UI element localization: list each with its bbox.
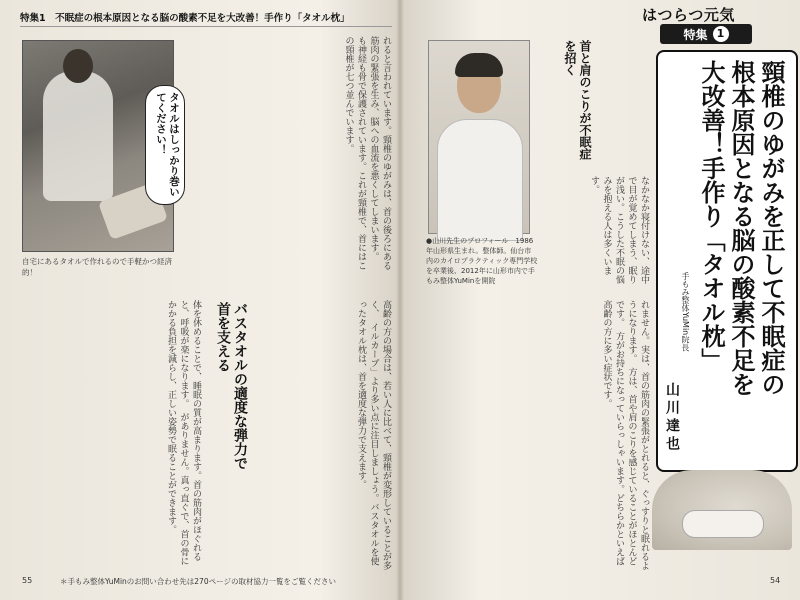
title-line-2: 根本原因となる脳の酸素不足を <box>727 60 755 396</box>
body-text-upper-right <box>178 36 392 270</box>
body-col: なかなか寝付けない、途中で目が覚めてしまう、眠りが浅い。こうした不眠の悩みを抱える人は多くいます。 <box>589 176 649 284</box>
sub-heading: 首と肩のこりが不眠症を招く <box>563 40 592 160</box>
tokushu-label: 特集 <box>683 27 708 42</box>
author-portrait <box>428 40 530 234</box>
title-line-1: 頸椎のゆがみを正して不眠症の <box>757 60 785 396</box>
hair <box>455 53 503 77</box>
article-title-box <box>656 50 798 472</box>
body-col: も神経も骨で保護されています。これが頸椎で、首にはこの頸椎が七つ並んでいます。 <box>343 36 366 270</box>
body-text-lower-left <box>22 300 202 570</box>
pull-quote: バスタオルの適度な弾力で首を支える <box>215 302 248 470</box>
author-name: 山川達也 <box>664 382 680 454</box>
body-text-lower-right <box>252 300 392 570</box>
pillow-photo <box>652 470 792 550</box>
title-line-3: 大改善！手作り「タオル枕」 <box>697 60 725 372</box>
running-header: 特集1 不眠症の根本原因となる脳の酸素不足を大改善！手作り「タオル枕」 <box>20 10 392 27</box>
body-col: れません。実は、首の筋肉の緊張がとれると、ぐっすりと眠れるようになります。 <box>626 300 649 570</box>
page-number: 55 <box>22 576 33 585</box>
body-col: 高齢の方の場合は、若い人に比べて、頸椎が変形していることが多く、 <box>368 300 391 570</box>
body-col: 方は、首や肩のこりを感じていることがほとんどです。 <box>614 300 637 566</box>
tokushu-number-icon: 1 <box>713 26 729 42</box>
left-page <box>0 0 398 600</box>
body-col: イルカーブ」より多い点に注目しましょう。バスタオルを使ったタオル枕は、首を適度な弾力で支えます。 <box>356 300 379 566</box>
towel-pillow-roll <box>682 510 764 538</box>
footer-note: ＊手もみ整体YuMinのお問い合わせ先は270ページの取材協力一覧をご覧ください <box>60 577 336 586</box>
photo-caption: 自宅にあるタオルで作れるので手軽かつ経済的！ <box>22 257 172 277</box>
body-col: 体を休めることで、睡眠の質が高まります。首の筋肉がほぐれると、呼吸が楽になります。 <box>178 300 201 561</box>
body-text-top <box>534 176 650 286</box>
towel-demo-photo <box>22 40 180 252</box>
body-text-lower <box>422 300 650 570</box>
person-figure <box>43 71 113 201</box>
author-profile-caption: ●山川先生のプロフィール 1986年山形県生まれ。整体師。仙台市内のカイロプラクティック専門学校を卒業後、2012年に山形市内で手もみ整体YuMinを開院 <box>426 237 538 285</box>
author-byline: 手もみ整体YuMin院長 <box>681 272 690 352</box>
page-number: 54 <box>770 576 781 585</box>
section-brand: はつらつ元気 <box>642 6 735 24</box>
right-page <box>402 0 800 600</box>
person-head <box>63 49 93 83</box>
body-col: 方がお持ちになっていらっしゃいます。どちらかといえば高齢の方に多い症状です。 <box>601 300 624 566</box>
tokushu-badge <box>660 24 752 44</box>
photo-speech-bubble: タオルはしっかり巻いてください！ <box>145 85 185 205</box>
body-col: れると言われています。頸椎のゆがみは、首の後ろにある筋肉の緊張を生み、脳への血流を悪くしてしまいます。 <box>368 36 391 270</box>
white-coat <box>437 119 523 241</box>
body-col: がありません。真っ直ぐで、首の骨にかかる負担を減らし、正しい姿勢で眠ることができます。 <box>166 300 189 566</box>
